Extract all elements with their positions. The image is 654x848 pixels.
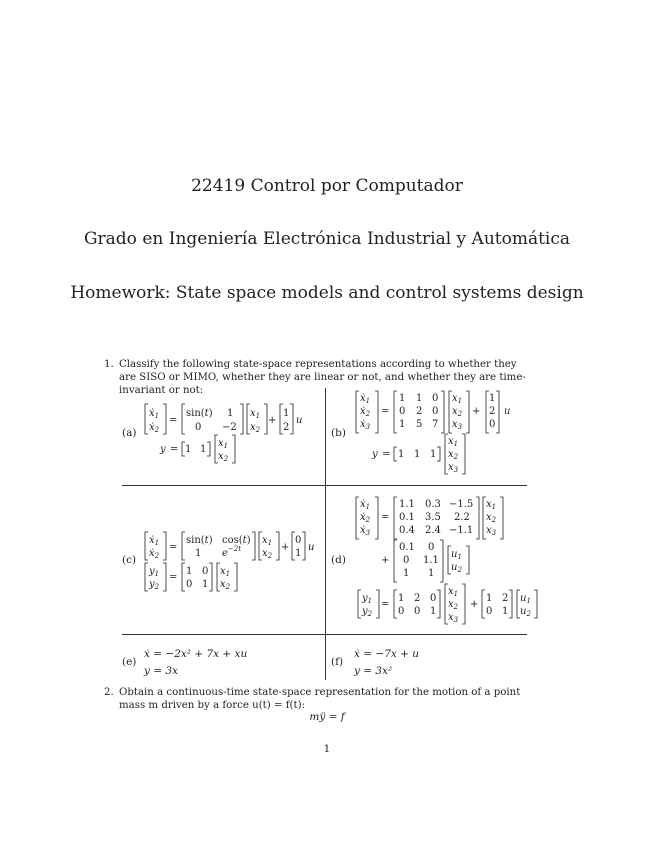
svg-text:0: 0 [489, 419, 496, 430]
svg-text:=: = [381, 512, 390, 523]
svg-text:3.5: 3.5 [425, 512, 441, 523]
item-f-state-equation: ẋ = −7x + u [354, 648, 420, 660]
svg-text:u2: $u_2$ [451, 562, 462, 574]
svg-text:=: = [169, 542, 178, 553]
svg-text:x3: $x_3$ [452, 419, 463, 431]
svg-text:1: 1 [414, 449, 421, 460]
svg-text:x2: $x_2$ [448, 449, 459, 461]
svg-text:1: 1 [399, 419, 406, 430]
svg-text:u2: $u_2$ [520, 606, 531, 618]
item-d-label: (d) [331, 554, 346, 566]
svg-text:+: + [268, 415, 277, 426]
svg-text:x1: $x_1$ [262, 535, 273, 547]
svg-text:sin(t): sin(t) [186, 535, 213, 546]
svg-text:x2: $x_2$ [218, 451, 229, 463]
svg-text:1: 1 [430, 606, 437, 617]
svg-text:1: 1 [186, 566, 193, 577]
svg-text:=: = [169, 415, 178, 426]
item-a-label: (a) [122, 427, 137, 439]
svg-text:1.1: 1.1 [399, 499, 415, 510]
svg-text:y1: $y_1$ [149, 566, 160, 578]
page-number: 1 [323, 743, 331, 755]
svg-text:x1: $x_1$ [448, 436, 459, 448]
svg-text:x3: $x_3$ [486, 525, 497, 537]
svg-text:2: 2 [489, 406, 496, 417]
svg-text:1: 1 [398, 593, 405, 604]
svg-text:5: 5 [416, 419, 423, 430]
svg-text:+: + [472, 406, 481, 417]
svg-text:ẋ3: ẋ$_3$ [360, 419, 371, 431]
svg-text:+: + [470, 599, 479, 610]
svg-text:0: 0 [202, 566, 209, 577]
item-c-label: (c) [122, 554, 137, 566]
svg-text:−1.1: −1.1 [449, 525, 474, 536]
question-2-equation: mÿ = f [309, 711, 345, 723]
svg-text:1: 1 [202, 579, 209, 590]
question-1-number: 1. [104, 359, 114, 370]
svg-text:0: 0 [414, 606, 421, 617]
svg-text:u1: $u_1$ [451, 549, 462, 561]
svg-text:x1: $x_1$ [220, 566, 231, 578]
svg-text:1: 1 [489, 393, 496, 404]
svg-text:x1: $x_1$ [218, 438, 229, 450]
svg-text:y1: $y_1$ [362, 593, 373, 605]
svg-text:1: 1 [399, 393, 406, 404]
svg-text:ẋ2: ẋ$_2$ [149, 548, 160, 560]
svg-text:u: u [308, 542, 315, 553]
item-f-output-equation: y = 3x² [354, 665, 393, 677]
svg-text:x2: $x_2$ [250, 422, 261, 434]
svg-text:0: 0 [186, 579, 193, 590]
svg-text:1: 1 [200, 444, 207, 455]
svg-text:=: = [169, 572, 178, 583]
svg-text:1: 1 [502, 606, 509, 617]
svg-text:u: u [296, 415, 303, 426]
question-1-text: Classify the following state-space representations according to whether they are SISO or MIMO, whether they are linear or not, and whether they are time-invariant or not: [119, 359, 526, 396]
svg-text:x3: $x_3$ [448, 462, 459, 474]
svg-text:ẋ1: ẋ$_1$ [360, 393, 371, 405]
svg-text:1: 1 [430, 449, 437, 460]
svg-text:0: 0 [430, 593, 437, 604]
svg-text:x1: $x_1$ [448, 586, 459, 598]
svg-text:7: 7 [432, 419, 439, 430]
svg-text:1: 1 [195, 548, 202, 559]
svg-text:sin(t): sin(t) [186, 408, 213, 419]
svg-text:ẋ1: ẋ$_1$ [360, 499, 371, 511]
svg-text:x2: $x_2$ [486, 512, 497, 524]
svg-text:x1: $x_1$ [452, 393, 463, 405]
svg-text:0.1: 0.1 [399, 512, 415, 523]
svg-text:u: u [504, 406, 511, 417]
svg-text:1: 1 [283, 408, 290, 419]
svg-text:ẋ2: ẋ$_2$ [149, 422, 160, 434]
svg-text:ẋ1: ẋ$_1$ [149, 535, 160, 547]
svg-text:x1: $x_1$ [486, 499, 497, 511]
svg-text:0: 0 [432, 393, 439, 404]
svg-text:x1: $x_1$ [250, 408, 261, 420]
svg-text:x2: $x_2$ [448, 599, 459, 611]
item-b-label: (b) [331, 427, 346, 439]
svg-text:ẋ3: ẋ$_3$ [360, 525, 371, 537]
table-divider-vertical [325, 388, 326, 680]
degree-title: Grado en Ingeniería Electrónica Industrial y Automática [83, 229, 571, 249]
svg-text:1: 1 [403, 568, 410, 579]
svg-text:0: 0 [195, 422, 202, 433]
svg-text:1: 1 [227, 408, 234, 419]
svg-text:y: y [160, 444, 166, 455]
svg-text:x2: $x_2$ [262, 548, 273, 560]
svg-text:ẋ2: ẋ$_2$ [360, 406, 371, 418]
svg-text:2: 2 [416, 406, 423, 417]
svg-text:=: = [381, 406, 390, 417]
svg-text:0: 0 [403, 555, 410, 566]
svg-text:1: 1 [185, 444, 192, 455]
svg-text:2: 2 [283, 422, 290, 433]
svg-text:ẋ1: ẋ$_1$ [149, 408, 160, 420]
svg-text:2.2: 2.2 [454, 512, 470, 523]
svg-text:+: + [281, 542, 290, 553]
course-title: 22419 Control por Computador [191, 176, 463, 196]
svg-text:y2: $y_2$ [362, 606, 373, 618]
svg-text:0: 0 [432, 406, 439, 417]
homework-title: Homework: State space models and control systems design [70, 283, 584, 303]
svg-text:y2: $y_2$ [149, 579, 160, 591]
svg-text:u1: $u_1$ [520, 593, 531, 605]
svg-text:0: 0 [398, 606, 405, 617]
question-2-text: Obtain a continuous-time state-space representation for the motion of a point mass m driven by a force u(t) = f(t): [119, 687, 521, 711]
item-e-output-equation: y = 3x [144, 665, 179, 677]
svg-text:1.1: 1.1 [423, 555, 439, 566]
question-2-number: 2. [104, 687, 114, 698]
svg-text:1: 1 [486, 593, 493, 604]
svg-text:0: 0 [486, 606, 493, 617]
svg-text:0: 0 [295, 535, 302, 546]
svg-text:1: 1 [416, 393, 423, 404]
svg-text:+: + [381, 555, 390, 566]
svg-text:2.4: 2.4 [425, 525, 441, 536]
svg-text:0.4: 0.4 [399, 525, 415, 536]
svg-text:x3: $x_3$ [448, 612, 459, 624]
item-f-label: (f) [331, 656, 344, 668]
item-e-label: (e) [122, 656, 137, 668]
svg-text:0.3: 0.3 [425, 499, 441, 510]
svg-text:1: 1 [295, 548, 302, 559]
svg-text:e−2t: $e^{-2t}$ [222, 545, 242, 559]
svg-text:2: 2 [414, 593, 421, 604]
item-e-state-equation: ẋ = −2x² + 7x + xu [144, 648, 248, 660]
svg-text:ẋ2: ẋ$_2$ [360, 512, 371, 524]
svg-text:−2: −2 [222, 422, 237, 433]
svg-text:0: 0 [428, 542, 435, 553]
svg-text:=: = [170, 444, 179, 455]
svg-text:cos(t): cos(t) [222, 535, 251, 546]
svg-text:=: = [381, 599, 390, 610]
svg-text:=: = [382, 449, 391, 460]
svg-text:2: 2 [502, 593, 509, 604]
svg-text:y: y [372, 449, 378, 460]
svg-text:x2: $x_2$ [452, 406, 463, 418]
svg-text:1: 1 [428, 568, 435, 579]
svg-text:1: 1 [398, 449, 405, 460]
svg-text:−1.5: −1.5 [449, 499, 474, 510]
svg-text:0.1: 0.1 [399, 542, 415, 553]
svg-text:x2: $x_2$ [220, 579, 231, 591]
svg-text:0: 0 [399, 406, 406, 417]
